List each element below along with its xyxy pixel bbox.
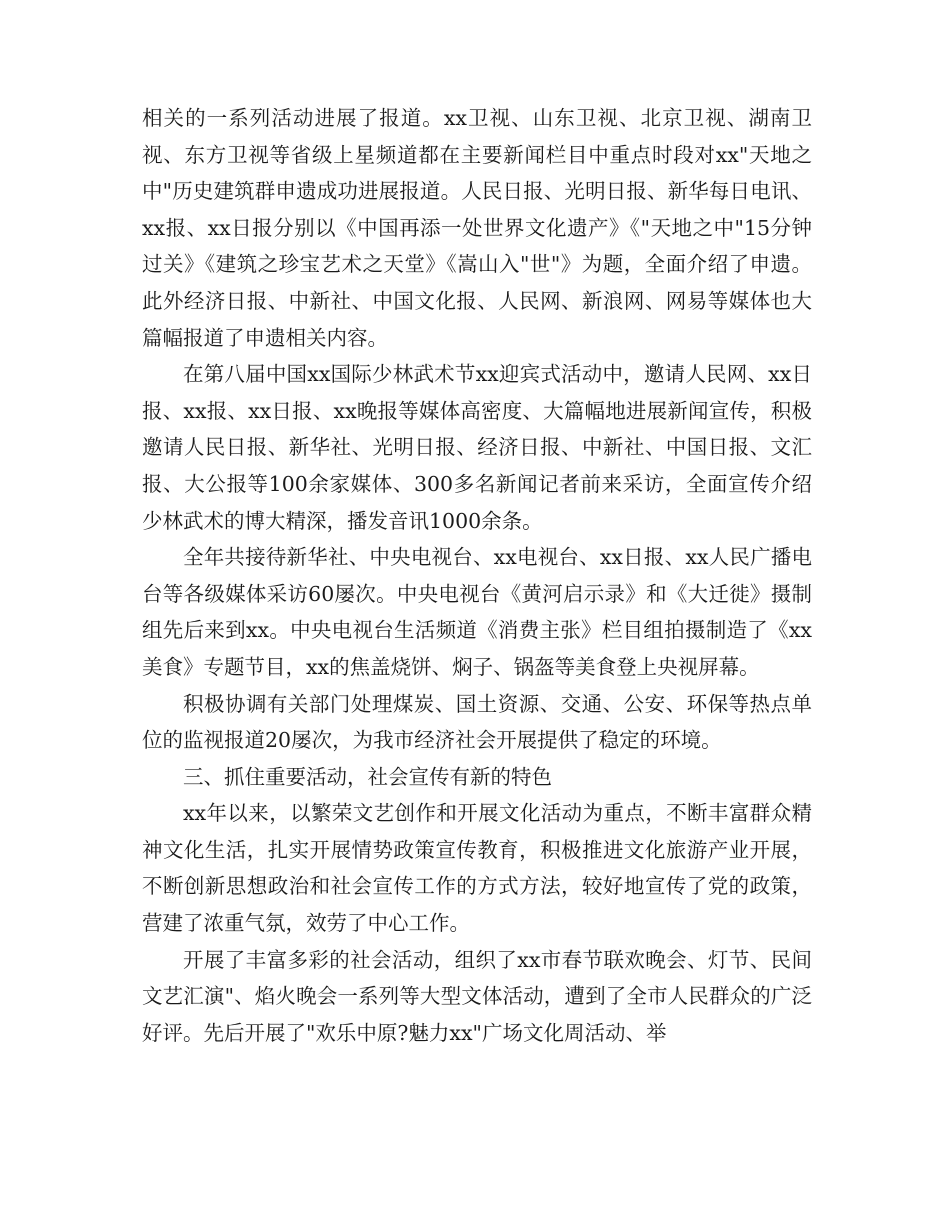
paragraph-coordination: 积极协调有关部门处理煤炭、国土资源、交通、公安、环保等热点单位的监视报道20屡次，为我市经济社会开展提供了稳定的环境。	[142, 691, 812, 753]
paragraph-shaolin-festival: 在第八届中国xx国际少林武术节xx迎宾式活动中，邀请人民网、xx日报、xx报、xx日报、xx晚报等媒体高密度、大篇幅地进展新闻宣传，积极邀请人民日报、新华社、光明日报、经济日报、中新社、中国日报、文汇报、大公报等100余家媒体、300多名新闻记者前来采访，全面宣传介绍少林武术的博大精深，播发音讯1000余条。	[142, 362, 812, 533]
section-heading: 三、抓住重要活动，社会宣传有新的特色	[183, 764, 552, 789]
paragraph-media-interviews: 全年共接待新华社、中央电视台、xx电视台、xx日报、xx人民广播电台等各级媒体采访60屡次。中央电视台《黄河启示录》和《大迁徙》摄制组先后来到xx。中央电视台生活频道《消费主张》栏目组拍摄制造了《xx美食》专题节目，xx的焦盖烧饼、焖子、锅盔等美食登上央视屏幕。	[142, 545, 812, 679]
document-page	[142, 100, 812, 1051]
paragraph-social-events: 开展了丰富多彩的社会活动，组织了xx市春节联欢晚会、灯节、民间文艺汇演"、焰火晚会一系列等大型文体活动，遭到了全市人民群众的广泛好评。先后开展了"欢乐中原?魅力xx"广场文化周活动、举	[142, 947, 812, 1045]
paragraph-culture-activities: xx年以来，以繁荣文艺创作和开展文化活动为重点，不断丰富群众精神文化生活，扎实开展情势政策宣传教育，积极推进文化旅游产业开展，不断创新思想政治和社会宣传工作的方式方法，较好地宣传了党的政策，营建了浓重气氛，效劳了中心工作。	[142, 801, 812, 936]
paragraph-media-coverage: 相关的一系列活动进展了报道。xx卫视、山东卫视、北京卫视、湖南卫视、东方卫视等省级上星频道都在主要新闻栏目中重点时段对xx"天地之中"历史建筑群申遗成功进展报道。人民日报、光明日报、新华每日电讯、xx报、xx日报分别以《中国再添一处世界文化遗产》《"天地之中"15分钟过关》《建筑之珍宝艺术之天堂》《嵩山入"世"》为题，全面介绍了申遗。此外经济日报、中新社、中国文化报、人民网、新浪网、网易等媒体也大篇幅报道了申遗相关内容。	[142, 106, 812, 350]
